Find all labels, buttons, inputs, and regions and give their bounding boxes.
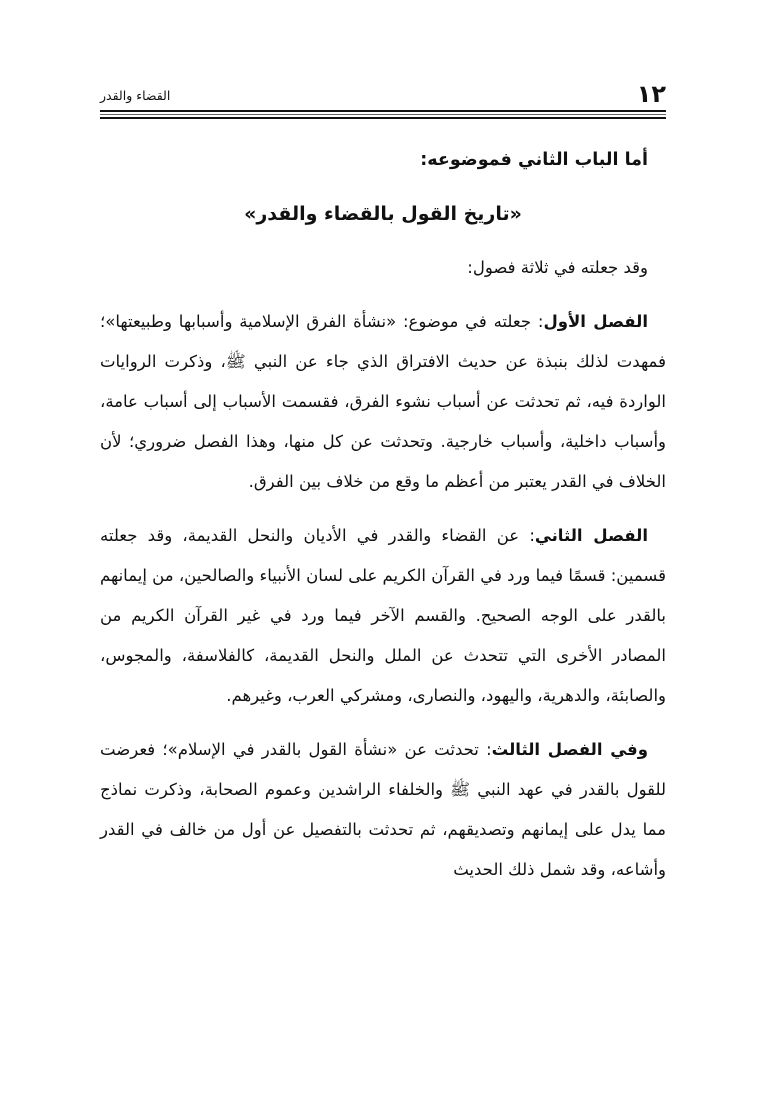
running-title: القضاء والقدر: [100, 88, 171, 103]
section-3-text: : تحدثت عن «نشأة القول بالقدر في الإسلام»؛ فعرضت للقول بالقدر في عهد النبي ﷺ والخلفاء الراشدين وعموم الصحابة، وذكرت نماذج مما يدل على إيمانهم وتصديقهم، ثم تحدثت بالتفصيل عن أول من خالف في القدر وأشاعه، وقد شمل ذلك الحديث: [100, 740, 666, 879]
page-number: ١٢: [636, 80, 666, 108]
section-1-label: الفصل الأول: [543, 312, 648, 331]
page-header: [100, 80, 666, 110]
section-2-label: الفصل الثاني: [534, 526, 648, 545]
header-rule: [100, 117, 666, 119]
page-body: [100, 140, 666, 890]
chapter-intro: أما الباب الثاني فموضوعه:: [420, 150, 648, 170]
header-rule: [100, 114, 666, 115]
section-3-label: وفي الفصل الثالث: [491, 740, 648, 759]
header-rule: [100, 110, 666, 112]
section-2-text: : عن القضاء والقدر في الأديان والنحل القديمة، وقد جعلته قسمين: قسمًا فيما ورد في القرآن الكريم على لسان الأنبياء والصالحين، من إيمانهم بالقدر على الوجه الصحيح. والقسم الآخر فيما ورد في غير القرآن الكريم من المصادر الأخرى التي تتحدث عن الملل والنحل القديمة، كالفلاسفة، والمجوس، والصابئة، والدهرية، واليهود، والنصارى، ومشركي العرب، وغيرهم.: [100, 526, 666, 705]
section-1-paragraph: [100, 302, 666, 502]
sections-intro: وقد جعلته في ثلاثة فصول:: [467, 258, 648, 277]
section-2-paragraph: [100, 516, 666, 716]
chapter-title: «تاريخ القول بالقضاء والقدر»: [244, 203, 522, 225]
section-1-text: : جعلته في موضوع: «نشأة الفرق الإسلامية وأسبابها وطبيعتها»؛ فمهدت لذلك بنبذة عن حديث الافتراق الذي جاء عن النبي ﷺ، وذكرت الروايات الواردة فيه، ثم تحدثت عن أسباب نشوء الفرق، فقسمت الأسباب إلى أسباب عامة، وأسباب داخلية، وأسباب خارجية. وتحدثت عن كل منها، وهذا الفصل ضروري؛ لأن الخلاف في القدر يعتبر من أعظم ما وقع من خلاف بين الفرق.: [100, 312, 666, 491]
section-3-paragraph: [100, 730, 666, 890]
